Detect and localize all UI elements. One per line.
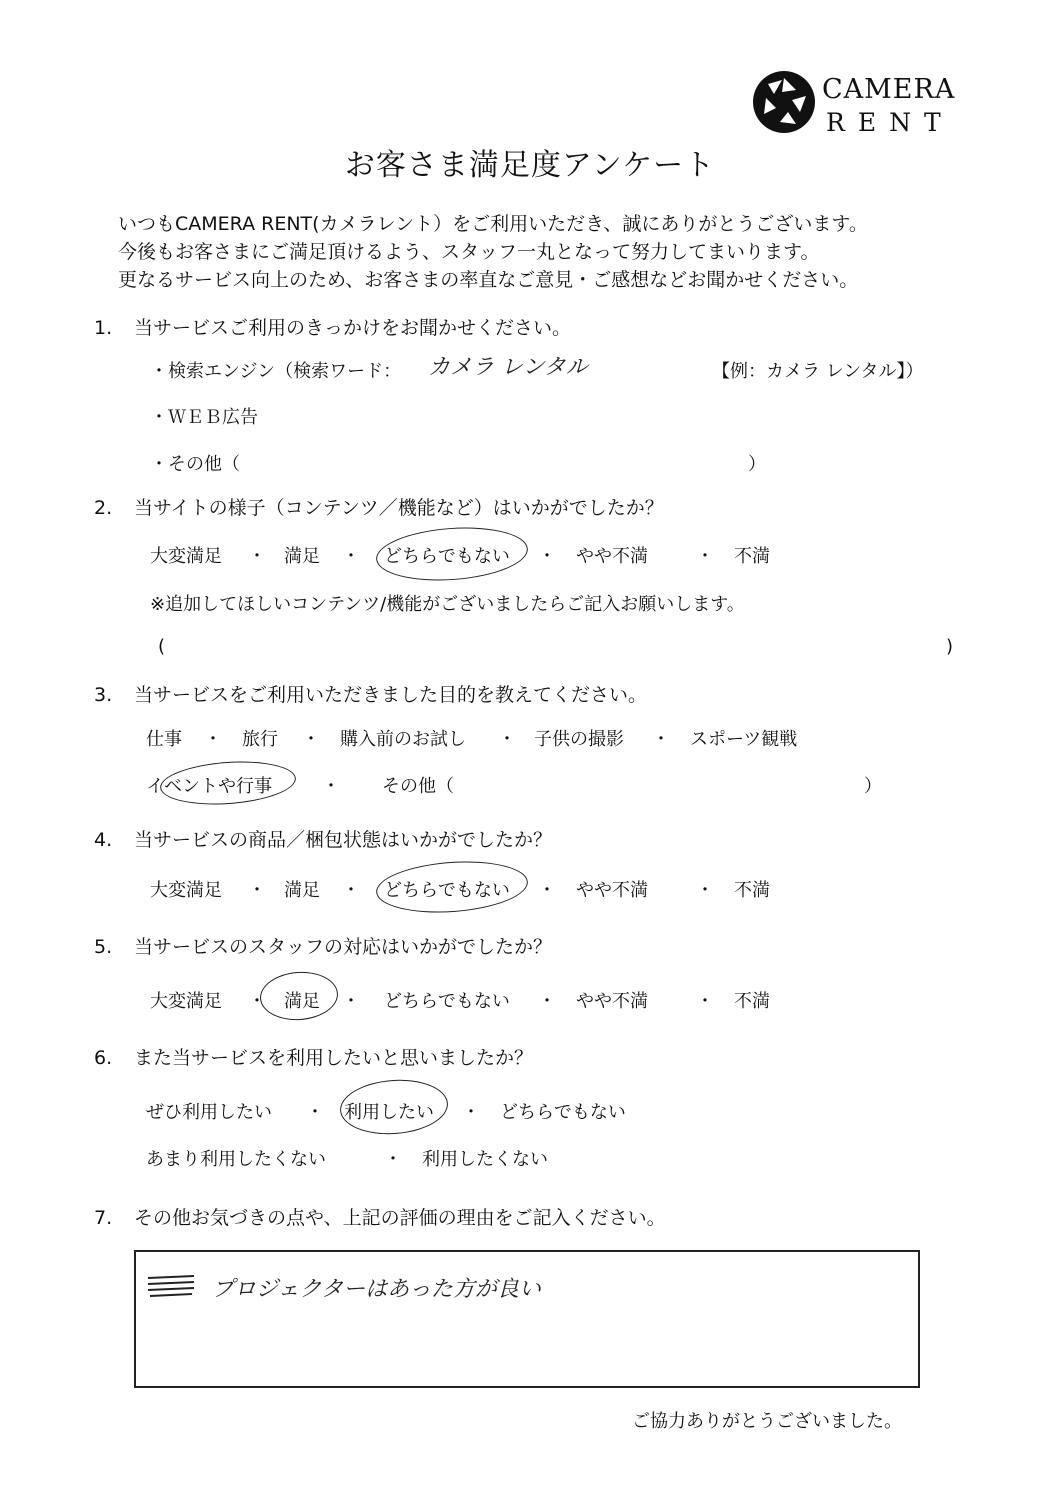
- separator: ・: [384, 1149, 402, 1170]
- aperture-icon: [752, 70, 816, 134]
- camera-rent-logo: [752, 66, 956, 142]
- q6-option-not-really[interactable]: あまり利用したくない: [146, 1149, 326, 1170]
- q1-search-word-answer[interactable]: カメラ レンタル: [428, 355, 588, 380]
- intro-line-2: 今後もお客さまにご満足頂けるよう、スタッフ一丸となって努力してまいります。: [118, 241, 820, 263]
- q4-selection-circle: [374, 857, 529, 917]
- q5-option-dissatisfied[interactable]: 不満: [734, 991, 770, 1012]
- q1-option-search-engine: ・検索エンジン（検索ワード：: [150, 361, 402, 382]
- q3-other-close: ）: [864, 776, 882, 797]
- separator: ・: [696, 991, 714, 1012]
- separator: ・: [696, 546, 714, 567]
- separator: ・: [248, 546, 266, 567]
- q7-answer-box[interactable]: [134, 1250, 920, 1388]
- q4-option-very-satisfied[interactable]: 大変満足: [150, 880, 222, 901]
- separator: ・: [302, 729, 320, 750]
- q6-selection-circle: [338, 1076, 450, 1137]
- q3-option-travel[interactable]: 旅行: [242, 729, 278, 750]
- q5-option-very-satisfied[interactable]: 大変満足: [150, 991, 222, 1012]
- q2-option-neutral[interactable]: どちらでもない: [384, 546, 510, 567]
- question-5: 5. 当サービスのスタッフの対応はいかがでしたか？: [94, 936, 553, 958]
- separator: ・: [498, 729, 516, 750]
- separator: ・: [538, 880, 556, 901]
- q4-option-somewhat-dissatisfied[interactable]: やや不満: [576, 880, 648, 901]
- logo-text-rent: RENT: [826, 108, 954, 137]
- separator: ・: [652, 729, 670, 750]
- q2-option-somewhat-dissatisfied[interactable]: やや不満: [576, 546, 648, 567]
- separator: ・: [462, 1102, 480, 1123]
- q3-option-work[interactable]: 仕事: [146, 729, 182, 750]
- q5-selection-circle: [258, 969, 339, 1022]
- q6-option-neutral[interactable]: どちらでもない: [500, 1102, 626, 1123]
- q1-option-web-ad: ・ＷＥＢ広告: [150, 407, 258, 428]
- question-4: 4. 当サービスの商品／梱包状態はいかがでしたか？: [94, 829, 553, 851]
- q1-search-example: 【例：カメラ レンタル】）: [712, 361, 924, 382]
- scribble-icon: [146, 1270, 196, 1298]
- question-3: 3. 当サービスをご利用いただきました目的を教えてください。: [94, 684, 648, 706]
- q3-option-children[interactable]: 子供の撮影: [534, 729, 624, 750]
- separator: ・: [322, 776, 340, 797]
- separator: ・: [538, 991, 556, 1012]
- q5-option-satisfied[interactable]: 満足: [284, 991, 320, 1012]
- q2-paren-open: (: [158, 636, 166, 657]
- separator: ・: [342, 991, 360, 1012]
- separator: ・: [342, 546, 360, 567]
- footer-thanks: ご協力ありがとうございました。: [632, 1411, 902, 1432]
- separator: ・: [248, 991, 266, 1012]
- q1-other-close: ）: [748, 454, 766, 475]
- q2-paren-close: ): [946, 636, 954, 657]
- separator: ・: [248, 880, 266, 901]
- separator: ・: [342, 880, 360, 901]
- q2-note: ※追加してほしいコンテンツ/機能がございましたらご記入お願いします。: [150, 594, 745, 615]
- q2-selection-circle: [374, 523, 529, 585]
- q1-option-other: ・その他（: [150, 454, 240, 475]
- q5-option-neutral[interactable]: どちらでもない: [384, 991, 510, 1012]
- question-6: 6. また当サービスを利用したいと思いましたか？: [94, 1047, 534, 1069]
- intro-line-3: 更なるサービス向上のため、お客さまの率直なご意見・ご感想などお聞かせください。: [118, 269, 859, 291]
- q6-option-definitely[interactable]: ぜひ利用したい: [146, 1102, 272, 1123]
- logo-text-camera: CAMERA: [822, 74, 956, 105]
- question-7: 7. その他お気づきの点や、上記の評価の理由をご記入ください。: [94, 1207, 666, 1229]
- q7-handwritten-answer: プロジェクターはあった方が良い: [212, 1277, 541, 1302]
- q4-option-satisfied[interactable]: 満足: [284, 880, 320, 901]
- q3-option-other[interactable]: その他（: [382, 776, 454, 797]
- q4-option-neutral[interactable]: どちらでもない: [384, 880, 510, 901]
- page-title: お客さま満足度アンケート: [344, 148, 716, 183]
- q6-option-yes[interactable]: 利用したい: [344, 1102, 434, 1123]
- q6-option-no[interactable]: 利用したくない: [422, 1149, 548, 1170]
- q2-option-satisfied[interactable]: 満足: [284, 546, 320, 567]
- q3-option-trial[interactable]: 購入前のお試し: [340, 729, 466, 750]
- q2-option-very-satisfied[interactable]: 大変満足: [150, 546, 222, 567]
- question-1: 1. 当サービスご利用のきっかけをお聞かせください。: [94, 317, 572, 339]
- separator: ・: [538, 546, 556, 567]
- q3-option-sports[interactable]: スポーツ観戦: [690, 729, 798, 750]
- q3-selection-circle: [159, 757, 298, 808]
- separator: ・: [204, 729, 222, 750]
- q2-option-dissatisfied[interactable]: 不満: [734, 546, 770, 567]
- intro-line-1: いつもCAMERA RENT(カメラレント）をご利用いただき、誠にありがとうございます。: [118, 213, 868, 235]
- separator: ・: [696, 880, 714, 901]
- q5-option-somewhat-dissatisfied[interactable]: やや不満: [576, 991, 648, 1012]
- q4-option-dissatisfied[interactable]: 不満: [734, 880, 770, 901]
- q3-option-event[interactable]: イベントや行事: [146, 776, 272, 797]
- question-2: 2. 当サイトの様子（コンテンツ／機能など）はいかがでしたか？: [94, 497, 664, 519]
- separator: ・: [306, 1102, 324, 1123]
